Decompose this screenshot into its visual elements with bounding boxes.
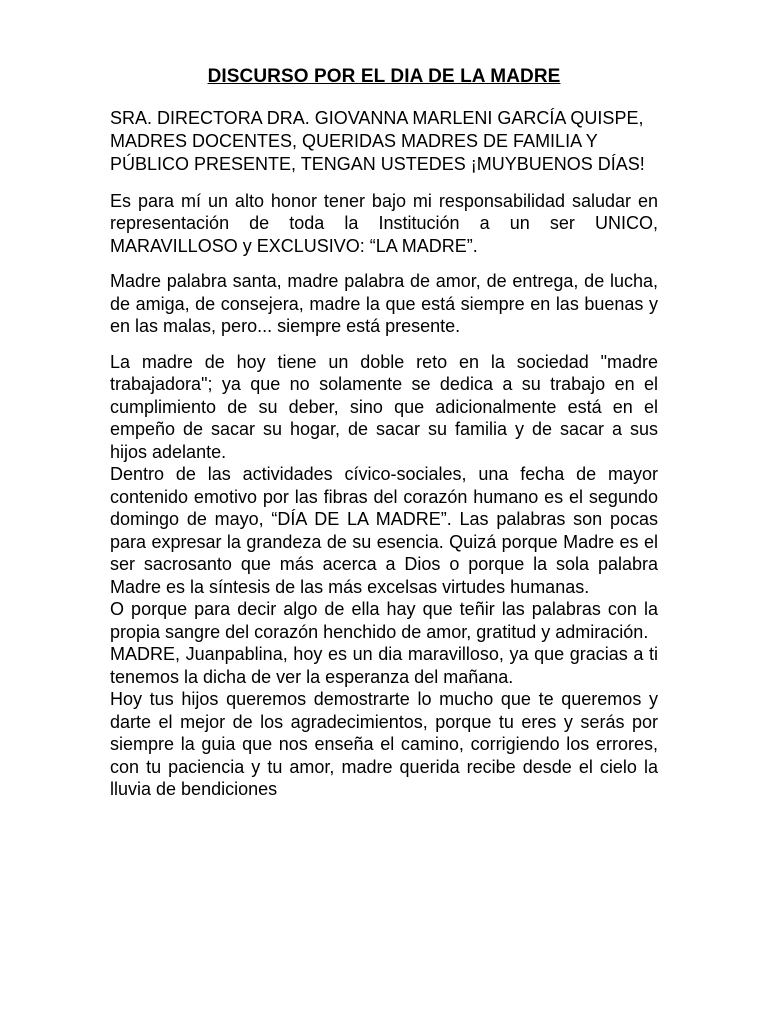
salutation-paragraph: SRA. DIRECTORA DRA. GIOVANNA MARLENI GARCÍA QUISPE, MADRES DOCENTES, QUERIDAS MADRES DE FAMILIA Y PÚBLICO PRESENTE, TENGAN USTEDES ¡MUYBUENOS DÍAS! [110, 107, 645, 174]
paragraph-5: O porque para decir algo de ella hay que teñir las palabras con la propia sangre del corazón henchido de amor, gratitud y admiración. [110, 599, 658, 642]
document-page [110, 66, 658, 801]
paragraph-2: Madre palabra santa, madre palabra de amor, de entrega, de lucha, de amiga, de consejera, madre la que está siempre en las buenas y en las malas, pero... siempre está presente. [110, 271, 658, 337]
paragraph-7: Hoy tus hijos queremos demostrarte lo mucho que te queremos y darte el mejor de los agradecimientos, porque tu eres y serás por siempre la guia que nos enseña el camino, corrigiendo los errores, con tu paciencia y tu amor, madre querida recibe desde el cielo la lluvia de bendiciones [110, 689, 658, 800]
paragraph-6: MADRE, Juanpablina, hoy es un dia maravilloso, ya que gracias a ti tenemos la dicha de ver la esperanza del mañana. [110, 644, 658, 687]
paragraph-3: La madre de hoy tiene un doble reto en la sociedad "madre trabajadora"; ya que no solamente se dedica a su trabajo en el cumplimiento de su deber, sino que adicionalmente está en el empeño de sacar su hogar, de sacar su familia y de sacar a sus hijos adelante. [110, 351, 658, 462]
page-title: DISCURSO POR EL DIA DE LA MADRE [207, 66, 561, 87]
paragraph-4: Dentro de las actividades cívico-sociales, una fecha de mayor contenido emotivo por las fibras del corazón humano es el segundo domingo de mayo, “DÍA DE LA MADRE”. Las palabras son pocas para expresar la grandeza de su esencia. Quizá porque Madre es el ser sacrosanto que más acerca a Dios o porque la sola palabra Madre es la síntesis de las más excelsas virtudes humanas. [110, 464, 658, 597]
paragraph-1: Es para mí un alto honor tener bajo mi responsabilidad saludar en representación de toda la Institución a un ser UNICO, MARAVILLOSO y EXCLUSIVO: “LA MADRE”. [110, 190, 658, 256]
